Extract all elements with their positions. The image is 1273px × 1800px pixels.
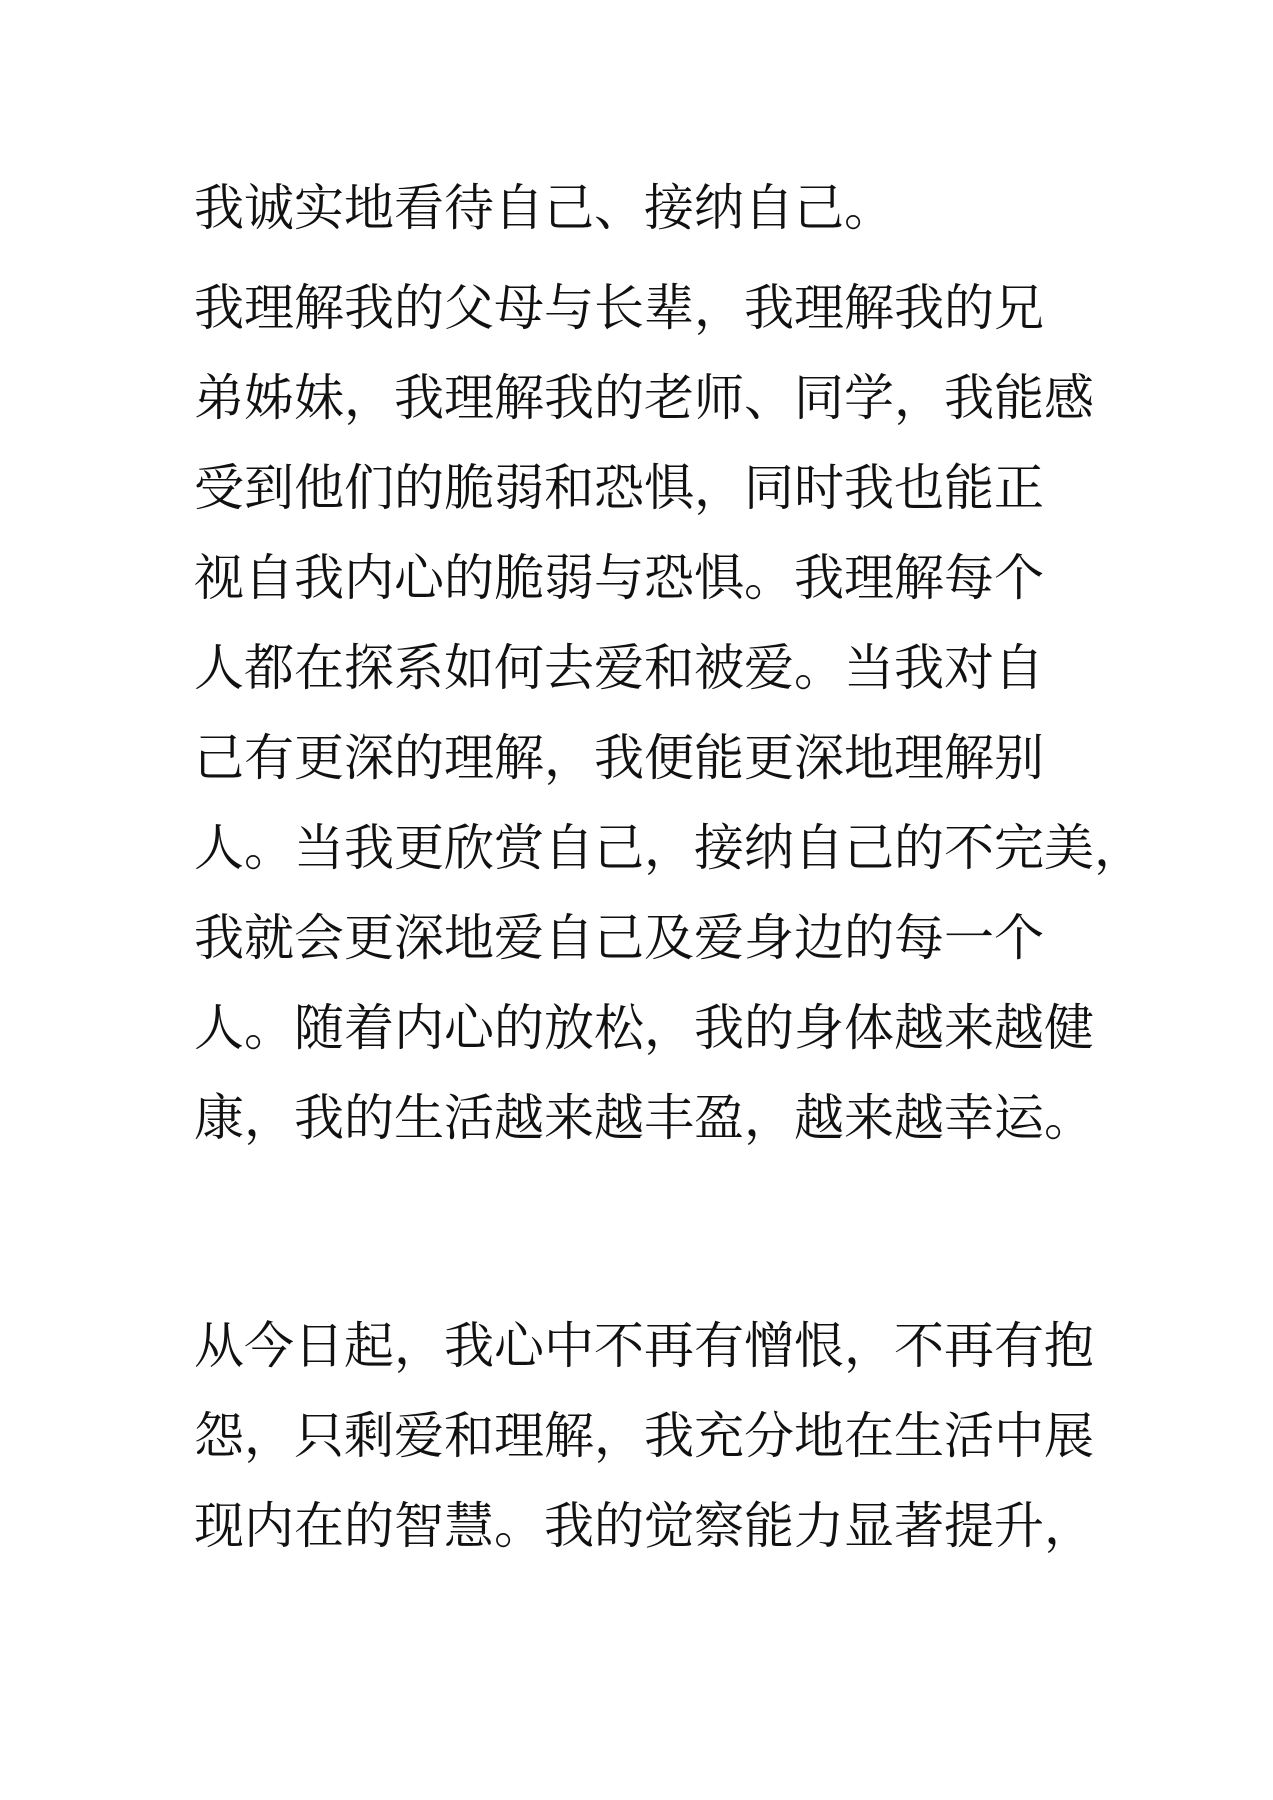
text-line: 受到他们的脆弱和恐惧，同时我也能正 [194,459,1044,517]
text-line: 从今日起，我心中不再有憎恨，不再有抱 [194,1317,1094,1375]
text-line: 人都在探系如何去爱和被爱。当我对自 [194,639,1044,697]
text-line: 我诚实地看待自己、接纳自己。 [194,179,894,237]
paragraph-3 [194,1301,1094,1571]
text-line: 人。当我更欣赏自己，接纳自己的不完美， [194,819,1144,877]
text-line: 怨，只剩爱和理解，我充分地在生活中展 [194,1407,1094,1465]
paragraph-1 [194,163,1084,253]
text-line: 弟姊妹，我理解我的老师、同学，我能感 [194,369,1094,427]
text-line: 视自我内心的脆弱与恐惧。我理解每个 [194,549,1044,607]
text-line: 现内在的智慧。我的觉察能力显著提升， [194,1497,1094,1555]
paragraph-2 [194,263,1144,1163]
text-line: 康，我的生活越来越丰盈，越来越幸运。 [194,1089,1094,1147]
text-line: 我理解我的父母与长辈，我理解我的兄 [194,279,1044,337]
text-line: 我就会更深地爱自己及爱身边的每一个 [194,909,1044,967]
text-line: 人。随着内心的放松，我的身体越来越健 [194,999,1094,1057]
text-line: 己有更深的理解，我便能更深地理解别 [194,729,1044,787]
